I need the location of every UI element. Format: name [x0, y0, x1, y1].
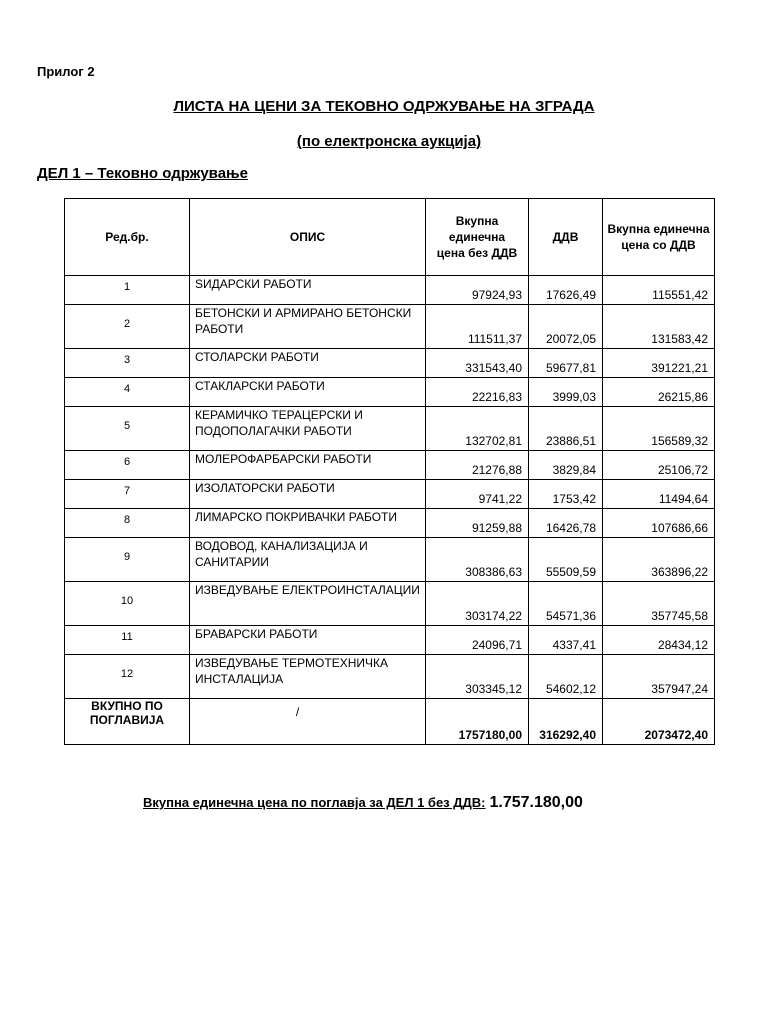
- row-vat: 17626,49: [529, 276, 603, 305]
- row-total: 357947,24: [603, 655, 715, 699]
- row-price: 303345,12: [426, 655, 529, 699]
- row-number: 2: [65, 305, 190, 349]
- document-title: ЛИСТА НА ЦЕНИ ЗА ТЕКОВНО ОДРЖУВАЊЕ НА ЗГРАДА: [173, 98, 595, 115]
- row-vat: 23886,51: [529, 407, 603, 451]
- annex-label: Прилог 2: [37, 64, 95, 79]
- section-heading: ДЕЛ 1 – Тековно одржување: [37, 165, 248, 182]
- row-total: 11494,64: [603, 480, 715, 509]
- totals-vat: 316292,40: [529, 699, 603, 745]
- row-description: СТОЛАРСКИ РАБОТИ: [190, 349, 426, 378]
- row-total: 115551,42: [603, 276, 715, 305]
- row-price: 308386,63: [426, 538, 529, 582]
- row-number: 5: [65, 407, 190, 451]
- row-number: 3: [65, 349, 190, 378]
- row-vat: 59677,81: [529, 349, 603, 378]
- row-total: 26215,86: [603, 378, 715, 407]
- row-description: ИЗОЛАТОРСКИ РАБОТИ: [190, 480, 426, 509]
- totals-desc: /: [190, 699, 426, 745]
- table-row: [65, 451, 715, 480]
- row-description: ВОДОВОД, КАНАЛИЗАЦИЈА И САНИТАРИИ: [190, 538, 426, 582]
- row-price: 21276,88: [426, 451, 529, 480]
- row-price: 24096,71: [426, 626, 529, 655]
- row-price: 303174,22: [426, 582, 529, 626]
- price-table: [64, 198, 715, 745]
- row-vat: 20072,05: [529, 305, 603, 349]
- summary-label: Вкупна единечна цена по поглавја за ДЕЛ 1 без ДДВ:: [143, 795, 486, 810]
- row-total: 156589,32: [603, 407, 715, 451]
- row-number: 4: [65, 378, 190, 407]
- row-number: 6: [65, 451, 190, 480]
- row-total: 25106,72: [603, 451, 715, 480]
- row-description: ЛИМАРСКО ПОКРИВАЧКИ РАБОТИ: [190, 509, 426, 538]
- summary-line: [143, 794, 583, 812]
- table-totals-row: [65, 699, 715, 745]
- header-price: Вкупна единечна цена без ДДВ: [426, 199, 529, 276]
- row-total: 391221,21: [603, 349, 715, 378]
- row-price: 132702,81: [426, 407, 529, 451]
- row-price: 91259,88: [426, 509, 529, 538]
- table-row: [65, 407, 715, 451]
- totals-label: ВКУПНО ПО ПОГЛАВИЈА: [65, 699, 190, 745]
- table-row: [65, 655, 715, 699]
- table-body: [65, 276, 715, 699]
- table-row: [65, 626, 715, 655]
- row-description: СТАКЛАРСКИ РАБОТИ: [190, 378, 426, 407]
- row-price: 22216,83: [426, 378, 529, 407]
- row-price: 331543,40: [426, 349, 529, 378]
- row-vat: 3829,84: [529, 451, 603, 480]
- row-description: БЕТОНСКИ И АРМИРАНО БЕТОНСКИ РАБОТИ: [190, 305, 426, 349]
- row-vat: 3999,03: [529, 378, 603, 407]
- table-row: [65, 582, 715, 626]
- row-total: 131583,42: [603, 305, 715, 349]
- row-price: 111511,37: [426, 305, 529, 349]
- row-vat: 4337,41: [529, 626, 603, 655]
- table-row: [65, 538, 715, 582]
- table-header-row: [65, 199, 715, 276]
- row-price: 97924,93: [426, 276, 529, 305]
- row-price: 9741,22: [426, 480, 529, 509]
- header-desc: ОПИС: [190, 199, 426, 276]
- row-total: 107686,66: [603, 509, 715, 538]
- row-description: БРАВАРСКИ РАБОТИ: [190, 626, 426, 655]
- row-number: 9: [65, 538, 190, 582]
- row-total: 28434,12: [603, 626, 715, 655]
- row-total: 363896,22: [603, 538, 715, 582]
- row-number: 10: [65, 582, 190, 626]
- document-subtitle: (по електронска аукција): [296, 133, 482, 150]
- row-vat: 16426,78: [529, 509, 603, 538]
- header-total: Вкупна единечна цена со ДДВ: [603, 199, 715, 276]
- row-number: 1: [65, 276, 190, 305]
- header-no: Ред.бр.: [65, 199, 190, 276]
- row-total: 357745,58: [603, 582, 715, 626]
- table-row: [65, 378, 715, 407]
- row-description: КЕРАМИЧКО ТЕРАЦЕРСКИ И ПОДОПОЛАГАЧКИ РАБОТИ: [190, 407, 426, 451]
- row-vat: 1753,42: [529, 480, 603, 509]
- row-number: 7: [65, 480, 190, 509]
- table-row: [65, 509, 715, 538]
- row-number: 11: [65, 626, 190, 655]
- table-row: [65, 349, 715, 378]
- row-description: ИЗВЕДУВАЊЕ ТЕРМОТЕХНИЧКА ИНСТАЛАЦИЈА: [190, 655, 426, 699]
- header-vat: ДДВ: [529, 199, 603, 276]
- totals-price: 1757180,00: [426, 699, 529, 745]
- table-row: [65, 305, 715, 349]
- row-number: 12: [65, 655, 190, 699]
- row-vat: 54571,36: [529, 582, 603, 626]
- row-vat: 55509,59: [529, 538, 603, 582]
- totals-total: 2073472,40: [603, 699, 715, 745]
- row-number: 8: [65, 509, 190, 538]
- row-vat: 54602,12: [529, 655, 603, 699]
- table-row: [65, 480, 715, 509]
- row-description: ЅИДАРСКИ РАБОТИ: [190, 276, 426, 305]
- table-row: [65, 276, 715, 305]
- row-description: МОЛЕРОФАРБАРСКИ РАБОТИ: [190, 451, 426, 480]
- summary-amount: 1.757.180,00: [489, 794, 583, 811]
- row-description: ИЗВЕДУВАЊЕ ЕЛЕКТРОИНСТАЛАЦИИ: [190, 582, 426, 626]
